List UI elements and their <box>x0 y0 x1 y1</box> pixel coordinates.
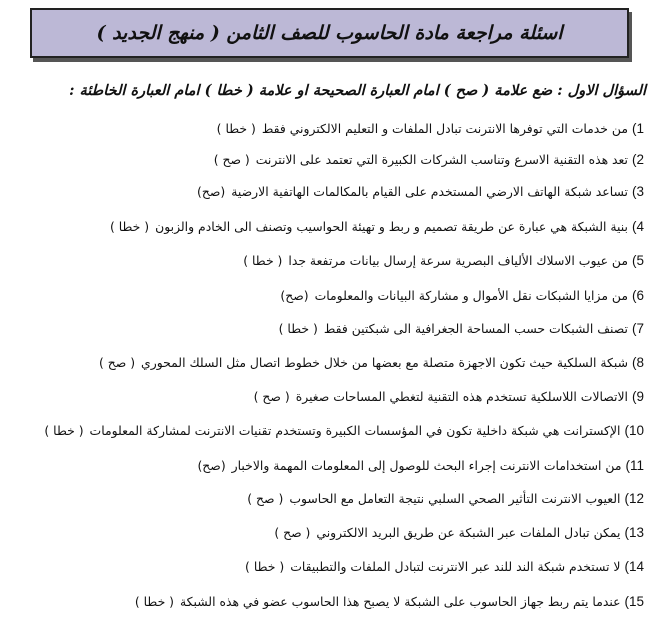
question-number: 1) <box>631 121 644 136</box>
question-number: 4) <box>631 219 644 234</box>
question-number: 9) <box>631 389 644 404</box>
question-answer: ( صح ) <box>247 491 284 506</box>
question-text: بنية الشبكة هي عبارة عن طريقة تصميم و ربط و تهيئة الحواسيب وتصنف الى الخادم والزبون <box>155 219 628 234</box>
question-text: شبكة السلكية حيث تكون الاجهزة متصلة مع بعضها من خلال خطوط اتصال مثل السلك المحوري <box>141 355 628 370</box>
question-number: 5) <box>631 253 644 268</box>
question-number: 7) <box>631 321 644 336</box>
question-text: تصنف الشبكات حسب المساحة الجغرافية الى شبكتين فقط <box>323 321 628 336</box>
question-answer: ( خطا ) <box>243 253 283 268</box>
question-item <box>135 591 644 613</box>
question-number: 14) <box>624 559 644 574</box>
question-item <box>245 556 644 578</box>
question-text: يمكن تبادل الملفات عبر الشبكة عن طريق البريد الالكتروني <box>316 525 621 540</box>
question-item <box>197 455 644 477</box>
question-item <box>197 181 644 203</box>
question-text: الاتصالات اللاسلكية تستخدم هذه التقنية لتغطي المساحات صغيرة <box>295 389 628 404</box>
question-text: من خدمات التي توفرها الانترنت تبادل الملفات و التعليم الالكتروني فقط <box>261 121 628 136</box>
question-text: من عيوب الاسلاك الألياف البصرية سرعة إرسال بيانات مرتفعة جدا <box>288 253 628 268</box>
section-heading: السؤال الاول : ضع علامة ( صح ) امام العبارة الصحيحة او علامة ( خطا ) امام العبارة الخاطئة : <box>69 82 646 99</box>
question-item <box>254 386 644 408</box>
question-number: 13) <box>624 525 644 540</box>
question-item <box>44 420 644 442</box>
question-answer: ( خطا ) <box>245 559 285 574</box>
question-text: العيوب الانترنت التأثير الصحي السلبي نتيجة التعامل مع الحاسوب <box>289 491 621 506</box>
page-title: اسئلة مراجعة مادة الحاسوب للصف الثامن ( منهج الجديد ) <box>96 22 563 44</box>
question-answer: ( خطا ) <box>44 423 84 438</box>
question-text: عندما يتم ربط جهاز الحاسوب على الشبكة لا يصبح هذا الحاسوب عضو في هذه الشبكة <box>180 594 621 609</box>
question-item <box>247 488 644 510</box>
question-answer: ( صح ) <box>213 152 250 167</box>
question-item <box>99 352 644 374</box>
question-answer: ( خطا ) <box>109 219 150 234</box>
question-answer: (صح) <box>197 184 226 199</box>
question-item <box>243 250 644 272</box>
question-item <box>280 285 644 307</box>
question-text: الإكسترانت هي شبكة داخلية تكون في المؤسسات الكبيرة وتستخدم تقنيات الانترنت لمشاركة المعلومات <box>89 423 621 438</box>
question-text: تعد هذه التقنية الاسرع وتناسب الشركات الكبيرة التي تعتمد على الانترنت <box>255 152 628 167</box>
question-text: لا تستخدم شبكة الند للند عبر الانترنت لتبادل الملفات والتطبيقات <box>290 559 621 574</box>
question-number: 3) <box>631 184 644 199</box>
question-answer: (صح) <box>197 458 226 473</box>
question-item <box>214 149 644 171</box>
question-answer: ( خطا ) <box>216 121 256 136</box>
question-text: من مزايا الشبكات نقل الأموال و مشاركة البيانات والمعلومات <box>314 288 628 303</box>
question-item <box>279 318 644 340</box>
question-answer: ( خطا ) <box>134 594 175 609</box>
question-number: 15) <box>624 594 644 609</box>
question-number: 12) <box>624 491 644 506</box>
question-number: 6) <box>631 288 644 303</box>
question-item <box>274 522 644 544</box>
question-answer: ( صح ) <box>253 389 290 404</box>
question-text: من استخدامات الانترنت إجراء البحث للوصول إلى المعلومات المهمة والاخبار <box>231 458 622 473</box>
question-number: 8) <box>631 355 644 370</box>
question-answer: ( صح ) <box>98 355 136 370</box>
question-answer: ( خطا ) <box>278 321 318 336</box>
question-text: تساعد شبكة الهاتف الارضي المستخدم على القيام بالمكالمات الهاتفية الارضية <box>231 184 628 199</box>
question-number: 2) <box>631 152 644 167</box>
question-item <box>217 118 644 140</box>
question-answer: ( صح ) <box>274 525 311 540</box>
question-answer: (صح) <box>280 288 309 303</box>
question-item <box>110 216 644 238</box>
question-number: 10) <box>624 423 644 438</box>
question-number: 11) <box>625 458 644 473</box>
